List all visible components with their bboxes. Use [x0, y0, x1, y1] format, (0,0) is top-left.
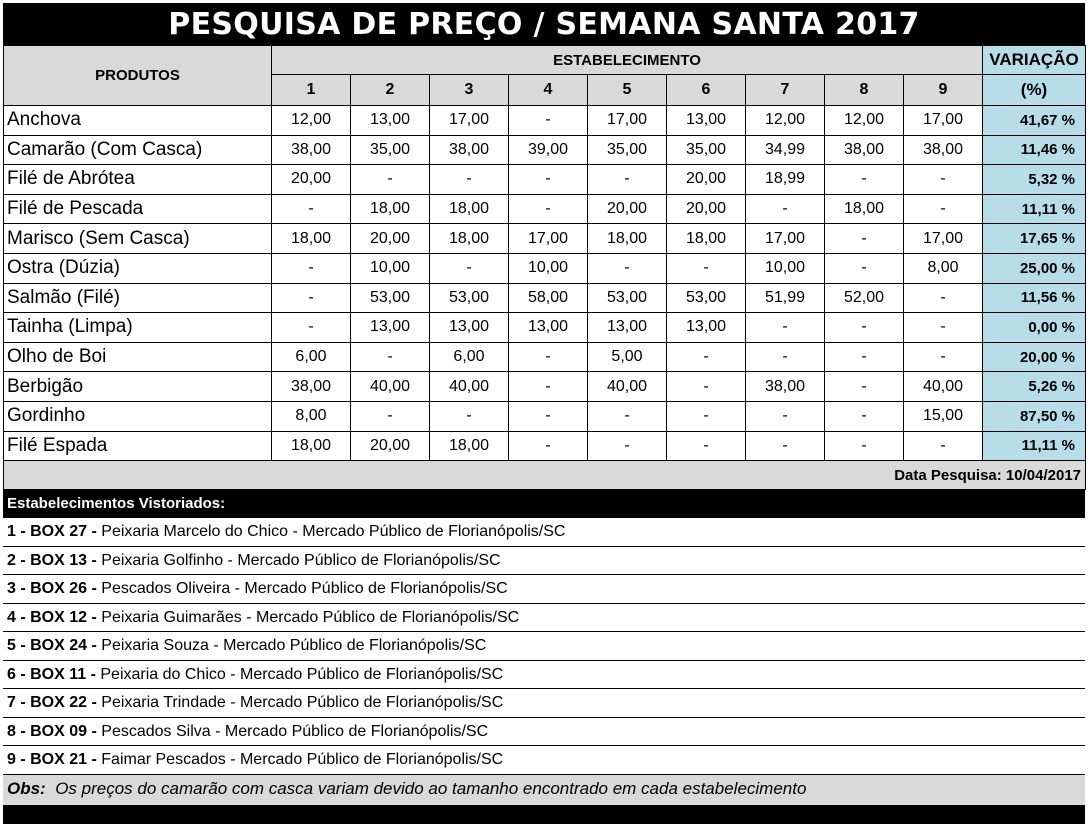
table-row [4, 194, 1086, 224]
price-cell: 17,00 [746, 224, 825, 254]
variation-header: VARIAÇÃO [983, 46, 1086, 75]
price-cell: 5,00 [588, 342, 667, 372]
price-cell: 13,00 [509, 313, 588, 343]
price-cell: 40,00 [351, 372, 430, 402]
price-cell: 38,00 [272, 135, 351, 165]
establishment-code: 4 - BOX 12 - [7, 608, 97, 626]
price-cell: 35,00 [588, 135, 667, 165]
table-row [4, 224, 1086, 254]
price-cell: 18,00 [667, 224, 746, 254]
price-cell: 18,00 [272, 431, 351, 461]
price-cell: - [509, 372, 588, 402]
price-cell: - [904, 313, 983, 343]
price-cell: 6,00 [430, 342, 509, 372]
variation-cell: 11,11 % [983, 194, 1086, 224]
price-cell: 18,00 [272, 224, 351, 254]
price-cell: 10,00 [509, 253, 588, 283]
price-cell: - [667, 372, 746, 402]
table-row [4, 342, 1086, 372]
price-cell: - [746, 431, 825, 461]
establishment-code: 6 - BOX 11 - [7, 665, 96, 683]
price-cell: 17,00 [904, 106, 983, 136]
establishment-name: Peixaria Souza - Mercado Público de Florianópolis/SC [101, 637, 487, 655]
price-cell: 8,00 [272, 401, 351, 431]
price-cell: 35,00 [351, 135, 430, 165]
price-cell: 20,00 [588, 194, 667, 224]
price-cell: - [509, 106, 588, 136]
variation-cell: 11,56 % [983, 283, 1086, 313]
price-cell: - [825, 224, 904, 254]
price-cell: - [667, 253, 746, 283]
variation-cell: 5,32 % [983, 165, 1086, 195]
product-name: Filé de Pescada [4, 194, 272, 224]
price-cell: 6,00 [272, 342, 351, 372]
list-item [3, 575, 1085, 604]
establishment-name: Peixaria Golfinho - Mercado Público de Florianópolis/SC [101, 551, 501, 569]
product-name: Filé Espada [4, 431, 272, 461]
establishment-name: Faimar Pescados - Mercado Público de Florianópolis/SC [101, 751, 504, 769]
variation-cell: 11,46 % [983, 135, 1086, 165]
store-number-header: 4 [509, 75, 588, 106]
price-cell: - [904, 431, 983, 461]
establishment-name: Pescados Oliveira - Mercado Público de Florianópolis/SC [101, 580, 508, 598]
product-name: Tainha (Limpa) [4, 313, 272, 343]
price-cell: - [825, 401, 904, 431]
price-cell: - [430, 253, 509, 283]
price-cell: 15,00 [904, 401, 983, 431]
price-cell: - [509, 401, 588, 431]
price-cell: 12,00 [272, 106, 351, 136]
price-cell: 18,00 [430, 194, 509, 224]
price-cell: - [825, 313, 904, 343]
price-cell: 38,00 [825, 135, 904, 165]
price-cell: 53,00 [588, 283, 667, 313]
research-date-row [4, 461, 1086, 490]
table-row [4, 283, 1086, 313]
price-cell: 38,00 [746, 372, 825, 402]
variation-cell: 25,00 % [983, 253, 1086, 283]
price-cell: 13,00 [588, 313, 667, 343]
establishment-name: Peixaria Guimarães - Mercado Público de Florianópolis/SC [101, 608, 520, 626]
obs-text: Os preços do camarão com casca variam devido ao tamanho encontrado em cada estabelecimento [55, 778, 807, 798]
price-cell: - [509, 165, 588, 195]
list-item [3, 746, 1085, 775]
price-cell: 17,00 [904, 224, 983, 254]
price-cell: - [746, 313, 825, 343]
store-number-header: 3 [430, 75, 509, 106]
price-cell: 18,00 [351, 194, 430, 224]
price-cell: - [825, 372, 904, 402]
price-cell: 20,00 [272, 165, 351, 195]
price-rows [4, 106, 1086, 461]
product-name: Gordinho [4, 401, 272, 431]
price-cell: 18,00 [430, 431, 509, 461]
observation-note [3, 775, 1085, 805]
price-cell: 40,00 [904, 372, 983, 402]
price-survey-sheet [3, 3, 1085, 824]
table-row [4, 135, 1086, 165]
store-number-header: 7 [746, 75, 825, 106]
establishments-list [3, 518, 1085, 775]
price-cell: 12,00 [825, 106, 904, 136]
table-row [4, 372, 1086, 402]
price-cell: - [746, 342, 825, 372]
store-number-header: 2 [351, 75, 430, 106]
list-item [3, 661, 1085, 690]
establishment-name: Peixaria do Chico - Mercado Público de Florianópolis/SC [100, 665, 504, 683]
price-cell: - [588, 165, 667, 195]
store-number-header: 5 [588, 75, 667, 106]
price-cell: 20,00 [667, 194, 746, 224]
list-item [3, 518, 1085, 547]
price-cell: - [351, 401, 430, 431]
price-cell: 51,99 [746, 283, 825, 313]
price-cell: 58,00 [509, 283, 588, 313]
price-table [3, 45, 1086, 490]
price-cell: 10,00 [351, 253, 430, 283]
table-row [4, 106, 1086, 136]
price-cell: 13,00 [351, 106, 430, 136]
price-cell: 13,00 [667, 313, 746, 343]
product-name: Ostra (Dúzia) [4, 253, 272, 283]
store-number-header: 1 [272, 75, 351, 106]
price-cell: - [588, 253, 667, 283]
price-cell: - [904, 283, 983, 313]
price-cell: - [904, 165, 983, 195]
product-name: Olho de Boi [4, 342, 272, 372]
establishment-code: 9 - BOX 21 - [7, 751, 97, 769]
products-header: PRODUTOS [4, 46, 272, 106]
price-cell: 40,00 [588, 372, 667, 402]
price-cell: 13,00 [351, 313, 430, 343]
variation-cell: 17,65 % [983, 224, 1086, 254]
price-cell: - [904, 342, 983, 372]
price-cell: 18,00 [825, 194, 904, 224]
list-item [3, 718, 1085, 747]
product-name: Anchova [4, 106, 272, 136]
price-cell: - [588, 431, 667, 461]
price-cell: - [272, 253, 351, 283]
list-item [3, 604, 1085, 633]
price-cell: 12,00 [746, 106, 825, 136]
price-cell: - [430, 165, 509, 195]
price-cell: - [746, 194, 825, 224]
price-cell: - [272, 313, 351, 343]
variation-unit-header: (%) [983, 75, 1086, 106]
table-row [4, 165, 1086, 195]
price-cell: 18,00 [430, 224, 509, 254]
list-item [3, 632, 1085, 661]
price-cell: - [746, 401, 825, 431]
price-cell: 17,00 [509, 224, 588, 254]
research-date: Data Pesquisa: 10/04/2017 [4, 461, 1086, 490]
variation-cell: 11,11 % [983, 431, 1086, 461]
price-cell: 38,00 [430, 135, 509, 165]
establishment-code: 5 - BOX 24 - [7, 637, 97, 655]
price-cell: 20,00 [667, 165, 746, 195]
store-number-header: 9 [904, 75, 983, 106]
establishment-name: Pescados Silva - Mercado Público de Florianópolis/SC [101, 722, 489, 740]
product-name: Camarão (Com Casca) [4, 135, 272, 165]
price-cell: - [825, 431, 904, 461]
price-cell: 8,00 [904, 253, 983, 283]
price-cell: 18,99 [746, 165, 825, 195]
establishment-name: Peixaria Trindade - Mercado Público de Florianópolis/SC [101, 694, 504, 712]
price-cell: 53,00 [430, 283, 509, 313]
price-cell: - [509, 342, 588, 372]
price-cell: 17,00 [588, 106, 667, 136]
price-cell: - [272, 283, 351, 313]
price-cell: 52,00 [825, 283, 904, 313]
variation-cell: 87,50 % [983, 401, 1086, 431]
price-cell: - [351, 165, 430, 195]
page-title: PESQUISA DE PREÇO / SEMANA SANTA 2017 [168, 7, 920, 42]
store-number-header: 6 [667, 75, 746, 106]
list-item [3, 547, 1085, 576]
price-cell: 40,00 [430, 372, 509, 402]
product-name: Salmão (Filé) [4, 283, 272, 313]
price-cell: 10,00 [746, 253, 825, 283]
variation-cell: 41,67 % [983, 106, 1086, 136]
establishment-code: 2 - BOX 13 - [7, 551, 97, 569]
establishment-name: Peixaria Marcelo do Chico - Mercado Público de Florianópolis/SC [101, 523, 566, 541]
price-cell: - [667, 431, 746, 461]
price-cell: 20,00 [351, 224, 430, 254]
table-row [4, 313, 1086, 343]
obs-label: Obs: [7, 778, 46, 798]
establishments-title: Estabelecimentos Vistoriados: [7, 495, 226, 513]
table-row [4, 401, 1086, 431]
price-cell: 17,00 [430, 106, 509, 136]
price-cell: 20,00 [351, 431, 430, 461]
price-cell: - [509, 194, 588, 224]
price-cell: - [825, 253, 904, 283]
price-cell: 18,00 [588, 224, 667, 254]
establishment-code: 7 - BOX 22 - [7, 694, 97, 712]
price-cell: 53,00 [667, 283, 746, 313]
price-cell: - [430, 401, 509, 431]
price-cell: - [588, 401, 667, 431]
price-cell: 38,00 [904, 135, 983, 165]
price-cell: 38,00 [272, 372, 351, 402]
price-cell: - [667, 342, 746, 372]
variation-cell: 0,00 % [983, 313, 1086, 343]
table-row [4, 431, 1086, 461]
price-cell: - [904, 194, 983, 224]
table-row [4, 253, 1086, 283]
price-cell: 34,99 [746, 135, 825, 165]
price-cell: - [272, 194, 351, 224]
price-cell: 39,00 [509, 135, 588, 165]
product-name: Marisco (Sem Casca) [4, 224, 272, 254]
price-cell: 53,00 [351, 283, 430, 313]
variation-cell: 20,00 % [983, 342, 1086, 372]
list-item [3, 689, 1085, 718]
product-name: Filé de Abrótea [4, 165, 272, 195]
establishment-code: 8 - BOX 09 - [7, 722, 97, 740]
price-cell: - [351, 342, 430, 372]
price-cell: - [825, 342, 904, 372]
price-cell: 13,00 [430, 313, 509, 343]
variation-cell: 5,26 % [983, 372, 1086, 402]
price-cell: - [825, 165, 904, 195]
store-number-header: 8 [825, 75, 904, 106]
establishment-code: 3 - BOX 26 - [7, 580, 97, 598]
establishment-header: ESTABELECIMENTO [272, 46, 983, 75]
price-cell: - [509, 431, 588, 461]
price-cell: - [667, 401, 746, 431]
product-name: Berbigão [4, 372, 272, 402]
price-cell: 13,00 [667, 106, 746, 136]
establishment-code: 1 - BOX 27 - [7, 523, 97, 541]
price-cell: 35,00 [667, 135, 746, 165]
